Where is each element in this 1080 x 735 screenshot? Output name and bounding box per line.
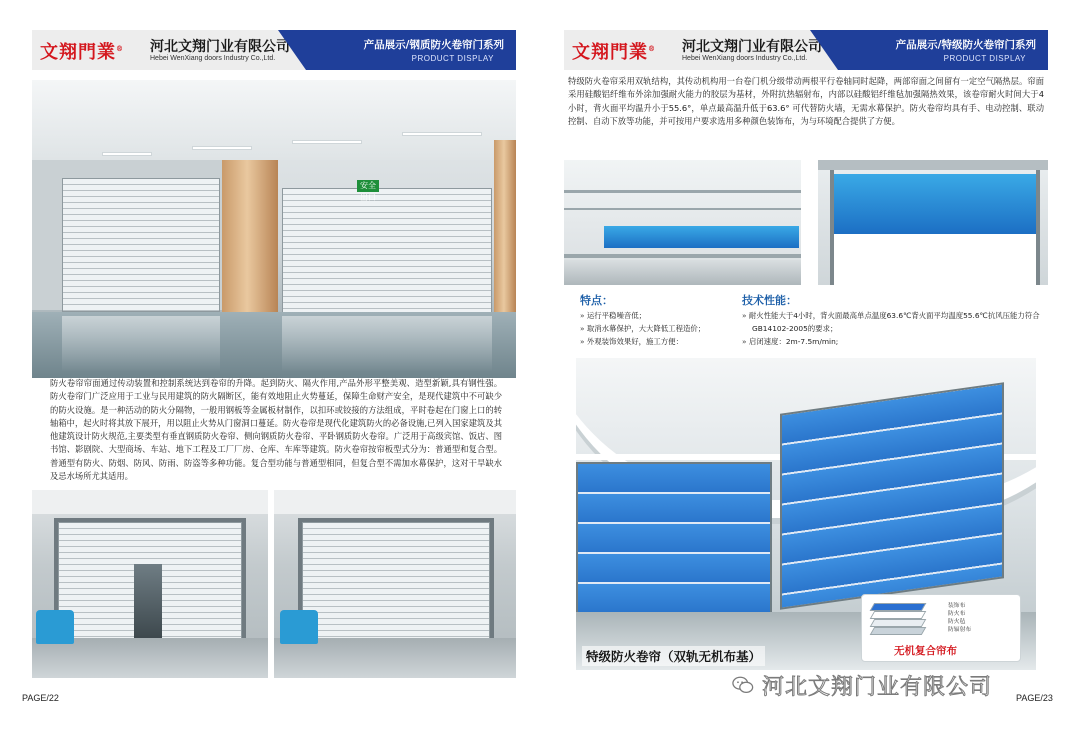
category-subtitle: PRODUCT DISPLAY	[411, 54, 494, 63]
layer-swatch	[870, 603, 927, 611]
product-description: 防火卷帘帘面通过传动装置和控制系统达到卷帘的升降。起到防火、隔火作用,产品外形平整美观、造型新颖,具有钢性强。防火卷帘门广泛应用于工业与民用建筑的防火隔断区，能有效地阻止火势蔓延，保障生命财产安全，是现代建筑中不可缺少的防火设施。是一种活动的防火分隔物，一般用钢板等金属板材制作，以扣环或铰接的方法组成，平时卷起在门窗上口的转轴箱中，起火时将其放下展开，用以阻止火势从门窗洞口蔓延。防火卷帘是现代化建筑防火的必备设施,已列入国家建筑及其他建筑设计防火规范,主要类型有垂直钢质防火卷帘、侧向钢质防火卷帘、平卧钢质防火卷帘。广泛用于高级宾馆、饭店、图书馆、影剧院、大型商场、车站、地下工程及工厂厂房、仓库、车库等建筑。防火卷帘按帘板型式分为：普通型和复合型。普通型有防火、防烟、防风、防雨、防盗等多种功能。复合型功能与普通型相同，但复合型不需加水幕保护，这对干旱缺水及忌水场所尤其适用。	[50, 378, 502, 482]
list-item: » 取消水幕保护，大大降低工程造价；	[580, 322, 740, 335]
company-name-en: Hebei WenXiang doors Industry Co.,Ltd.	[150, 55, 276, 62]
atrium-blue-shutter-photo	[576, 358, 1036, 670]
layer-label: 防辐射布	[948, 627, 972, 633]
layer-swatch	[870, 627, 927, 635]
fire-shutter-right	[780, 382, 1004, 609]
tech-list	[742, 309, 1042, 348]
layer-label: 防火布	[948, 611, 966, 617]
category-subtitle: PRODUCT DISPLAY	[943, 54, 1026, 63]
material-layers-card	[861, 594, 1021, 662]
brand-logo: 文翔門業®	[40, 42, 124, 63]
wechat-icon	[732, 674, 754, 696]
wood-pillar	[222, 160, 278, 325]
list-item: » 运行平稳噪音低；	[580, 309, 740, 322]
wechat-watermark	[732, 670, 1062, 700]
category-title: 产品展示/钢质防火卷帘门系列	[363, 39, 504, 51]
list-item: GB14102-2005的要求；	[752, 324, 838, 333]
company-name-en: Hebei WenXiang doors Industry Co.,Ltd.	[682, 55, 808, 62]
right-header	[564, 30, 1048, 70]
company-name: 河北文翔门业有限公司	[150, 39, 290, 55]
exit-sign: 安全出口	[357, 180, 379, 192]
lobby-shutter-photo-1	[32, 490, 268, 678]
closeup-blue-shutter-photo	[818, 160, 1048, 285]
layer-material-name: 无机复合帘布	[894, 645, 957, 657]
page-number-left: PAGE/22	[22, 693, 59, 703]
photo-caption: 特级防火卷帘（双轨无机布基）	[582, 646, 765, 666]
wicket-door-opening	[134, 564, 162, 640]
waiting-chairs	[36, 610, 74, 644]
layer-swatch	[870, 611, 927, 619]
fire-shutter-left	[576, 462, 772, 632]
list-item: » 外观装饰效果好，施工方便：	[580, 335, 740, 348]
left-page	[22, 30, 516, 703]
list-item: » 启闭速度：2m-7.5m/min;	[742, 335, 1042, 348]
page-number-right: PAGE/23	[1016, 693, 1053, 703]
tech-title: 技术性能：	[742, 294, 797, 307]
left-header	[32, 30, 516, 70]
layer-label: 装饰布	[948, 603, 966, 609]
steel-shutter	[62, 178, 220, 312]
lobby-shutter-photo-2	[274, 490, 516, 678]
corridor-shutter-photo	[32, 80, 516, 378]
corridor-blue-shutter-photo	[564, 160, 801, 285]
layer-swatch	[870, 619, 927, 627]
features-list	[580, 309, 740, 348]
features-title: 特点：	[580, 294, 613, 307]
category-title: 产品展示/特级防火卷帘门系列	[895, 39, 1036, 51]
layer-label: 防火毡	[948, 619, 966, 625]
product-intro: 特级防火卷帘采用双轨结构，其传动机构用一台卷门机分级带动两根平行卷轴同时起降，两部帘面之间留有一定空气隔热层。帘面采用硅酸铝纤维布外涂加强耐火能力的胶层为基材，外附抗热辐射布，内部以硅酸铝纤维毡加强隔热效果，该卷帘耐火时间大于4小时，背火面平均温升小于55.6°，单点最高温升低于63.6° 可代替防火墙，无需水幕保护。防火卷帘均具有手、电动控制、联动控制、自动下放等功能，并可按用户要求选用多种颜色装饰布，为与环境配合提供了方便。	[568, 76, 1044, 126]
right-page	[564, 30, 1053, 703]
brand-logo: 文翔門業®	[572, 42, 656, 63]
company-name: 河北文翔门业有限公司	[682, 39, 822, 55]
watermark-text: 河北文翔门业有限公司	[762, 675, 993, 700]
list-item: » 耐火性能大于4小时，背火面最高单点温度63.6℃背火面平均温度55.6℃抗风压能力符合	[742, 309, 1042, 322]
steel-shutter	[282, 188, 492, 316]
waiting-chairs	[280, 610, 318, 644]
